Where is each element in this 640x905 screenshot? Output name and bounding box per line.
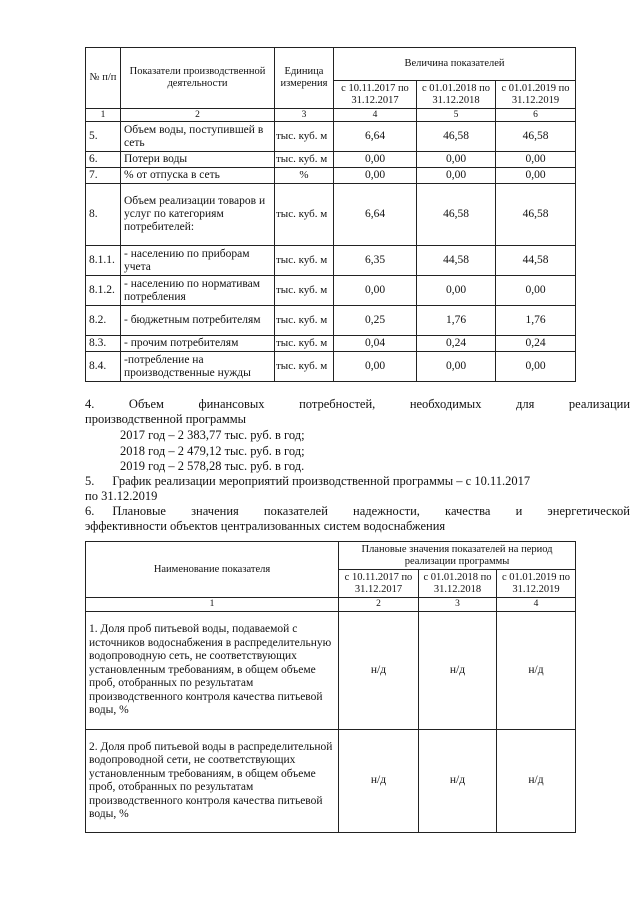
- column-index-row: [86, 598, 576, 612]
- index-cell: 3: [275, 109, 334, 122]
- row-value-2018: 0,00: [417, 352, 496, 382]
- finance-2019: 2019 год – 2 578,28 тыс. руб. в год.: [120, 459, 305, 473]
- row-value-2018: 44,58: [417, 246, 496, 276]
- row-value-2017: 6,35: [334, 246, 417, 276]
- row-value-2019: 1,76: [496, 306, 576, 336]
- table-row: [86, 612, 576, 730]
- table-row: [86, 168, 576, 184]
- row-num: 8.: [86, 184, 121, 246]
- header-num: № п/п: [86, 48, 121, 109]
- row-num: 8.4.: [86, 352, 121, 382]
- row-unit: тыс. куб. м: [275, 246, 334, 276]
- header-period-2017: с 10.11.2017 по 31.12.2017: [334, 81, 417, 109]
- row-value-2019: н/д: [497, 730, 576, 833]
- section-5-text: График реализации мероприятий производственной программы – с 10.11.2017: [112, 474, 531, 488]
- section-4-word: потребностей,: [299, 397, 376, 411]
- row-value-2018: 0,24: [417, 336, 496, 352]
- table-row: [86, 336, 576, 352]
- header-indicator-name: Показатели производственной деятельности: [121, 48, 275, 109]
- row-unit: %: [275, 168, 334, 184]
- table-row: [86, 352, 576, 382]
- header-period-2019: с 01.01.2019 по 31.12.2019: [496, 81, 576, 109]
- row-num: 8.2.: [86, 306, 121, 336]
- row-value-2018: н/д: [419, 730, 497, 833]
- row-name: - прочим потребителям: [121, 336, 275, 352]
- row-unit: тыс. куб. м: [275, 152, 334, 168]
- row-value-2018: 1,76: [417, 306, 496, 336]
- table-row: [86, 122, 576, 152]
- row-unit: тыс. куб. м: [275, 184, 334, 246]
- row-value-2017: 0,00: [334, 168, 417, 184]
- row-unit: тыс. куб. м: [275, 336, 334, 352]
- section-6-line-1: [85, 504, 630, 519]
- index-cell: 1: [86, 598, 339, 612]
- row-name: - населению по приборам учета: [121, 246, 275, 276]
- row-unit: тыс. куб. м: [275, 122, 334, 152]
- row-indicator-name: 2. Доля проб питьевой воды в распределительной водопроводной сети, не соответствующих установленным требованиям, в общем объеме проб, отобранных по результатам производственного контроля качества питьевой воды, %: [86, 730, 339, 833]
- header-period-2018: с 01.01.2018 по 31.12.2018: [419, 570, 497, 598]
- header-unit: Единица измерения: [275, 48, 334, 109]
- index-cell: 4: [334, 109, 417, 122]
- row-name: Объем реализации товаров и услуг по категориям потребителей:: [121, 184, 275, 246]
- section-5-number: 5.: [85, 474, 95, 488]
- index-cell: 5: [417, 109, 496, 122]
- row-value-2017: н/д: [339, 612, 419, 730]
- row-value-2018: 0,00: [417, 152, 496, 168]
- table-row: [86, 306, 576, 336]
- row-num: 8.1.2.: [86, 276, 121, 306]
- table-row: [86, 276, 576, 306]
- header-indicator-name: Наименование показателя: [86, 542, 339, 598]
- section-6-line-2: эффективности объектов централизованных систем водоснабжения: [85, 519, 446, 533]
- index-cell: 2: [339, 598, 419, 612]
- reliability-indicators-table: [85, 541, 576, 833]
- row-value-2017: 6,64: [334, 122, 417, 152]
- row-name: Потери воды: [121, 152, 275, 168]
- row-num: 8.3.: [86, 336, 121, 352]
- row-value-2019: н/д: [497, 612, 576, 730]
- index-cell: 4: [497, 598, 576, 612]
- row-value-2017: 0,00: [334, 152, 417, 168]
- row-name: -потребление на производственные нужды: [121, 352, 275, 382]
- row-value-2019: 44,58: [496, 246, 576, 276]
- row-value-2017: 6,64: [334, 184, 417, 246]
- header-plan-values: Плановые значения показателей на период реализации программы: [339, 542, 576, 570]
- header-period-2017: с 10.11.2017 по 31.12.2017: [339, 570, 419, 598]
- index-cell: 2: [121, 109, 275, 122]
- section-4-number: 4.: [85, 397, 95, 411]
- header-period-2018: с 01.01.2018 по 31.12.2018: [417, 81, 496, 109]
- table-row: [86, 152, 576, 168]
- finance-2018: 2018 год – 2 479,12 тыс. руб. в год;: [120, 443, 305, 458]
- row-value-2017: 0,04: [334, 336, 417, 352]
- row-num: 8.1.1.: [86, 246, 121, 276]
- production-indicators-table: [85, 47, 576, 382]
- row-value-2018: 46,58: [417, 122, 496, 152]
- column-index-row: [86, 109, 576, 122]
- section-4-word: Объем: [128, 397, 164, 411]
- row-num: 6.: [86, 152, 121, 168]
- section-4-word: финансовых: [198, 397, 265, 411]
- header-period-2019: с 01.01.2019 по 31.12.2019: [497, 570, 576, 598]
- index-cell: 1: [86, 109, 121, 122]
- row-name: % от отпуска в сеть: [121, 168, 275, 184]
- section-4-word: реализации: [568, 397, 631, 411]
- row-value-2019: 0,00: [496, 276, 576, 306]
- row-value-2019: 0,24: [496, 336, 576, 352]
- row-value-2019: 46,58: [496, 184, 576, 246]
- row-unit: тыс. куб. м: [275, 352, 334, 382]
- index-cell: 6: [496, 109, 576, 122]
- index-cell: 3: [419, 598, 497, 612]
- row-value-2019: 0,00: [496, 352, 576, 382]
- row-unit: тыс. куб. м: [275, 306, 334, 336]
- row-num: 7.: [86, 168, 121, 184]
- row-value-2018: 0,00: [417, 168, 496, 184]
- table-row: [86, 246, 576, 276]
- section-5-line-2: по 31.12.2019: [85, 489, 158, 503]
- section-6-number: 6.: [85, 504, 95, 518]
- row-num: 5.: [86, 122, 121, 152]
- row-value-2019: 0,00: [496, 168, 576, 184]
- row-value-2019: 0,00: [496, 152, 576, 168]
- row-value-2018: 46,58: [417, 184, 496, 246]
- row-value-2018: н/д: [419, 612, 497, 730]
- row-value-2018: 0,00: [417, 276, 496, 306]
- row-value-2019: 46,58: [496, 122, 576, 152]
- row-name: - бюджетным потребителям: [121, 306, 275, 336]
- section-6-text: Плановые значения показателей надежности, качества и энергетической: [112, 504, 630, 518]
- table-row: [86, 184, 576, 246]
- row-value-2017: 0,25: [334, 306, 417, 336]
- table-row: [86, 730, 576, 833]
- row-name: - населению по нормативам потребления: [121, 276, 275, 306]
- row-value-2017: 0,00: [334, 352, 417, 382]
- row-name: Объем воды, поступившей в сеть: [121, 122, 275, 152]
- section-4-word: для: [516, 397, 535, 411]
- section-4-line-2: производственной программы: [85, 412, 247, 426]
- row-indicator-name: 1. Доля проб питьевой воды, подаваемой с источников водоснабжения в распределительную водопроводную сеть, не соответствующих установленным требованиям, в общем объеме проб, отобранных по результатам производственного контроля качества питьевой воды, %: [86, 612, 339, 730]
- row-value-2017: н/д: [339, 730, 419, 833]
- row-value-2017: 0,00: [334, 276, 417, 306]
- header-values: Величина показателей: [334, 48, 576, 81]
- finance-2017: 2017 год – 2 383,77 тыс. руб. в год;: [120, 428, 305, 442]
- section-5-line-1: [85, 474, 630, 489]
- row-unit: тыс. куб. м: [275, 276, 334, 306]
- section-4-line-1: [85, 397, 630, 412]
- section-4-word: необходимых: [409, 397, 482, 411]
